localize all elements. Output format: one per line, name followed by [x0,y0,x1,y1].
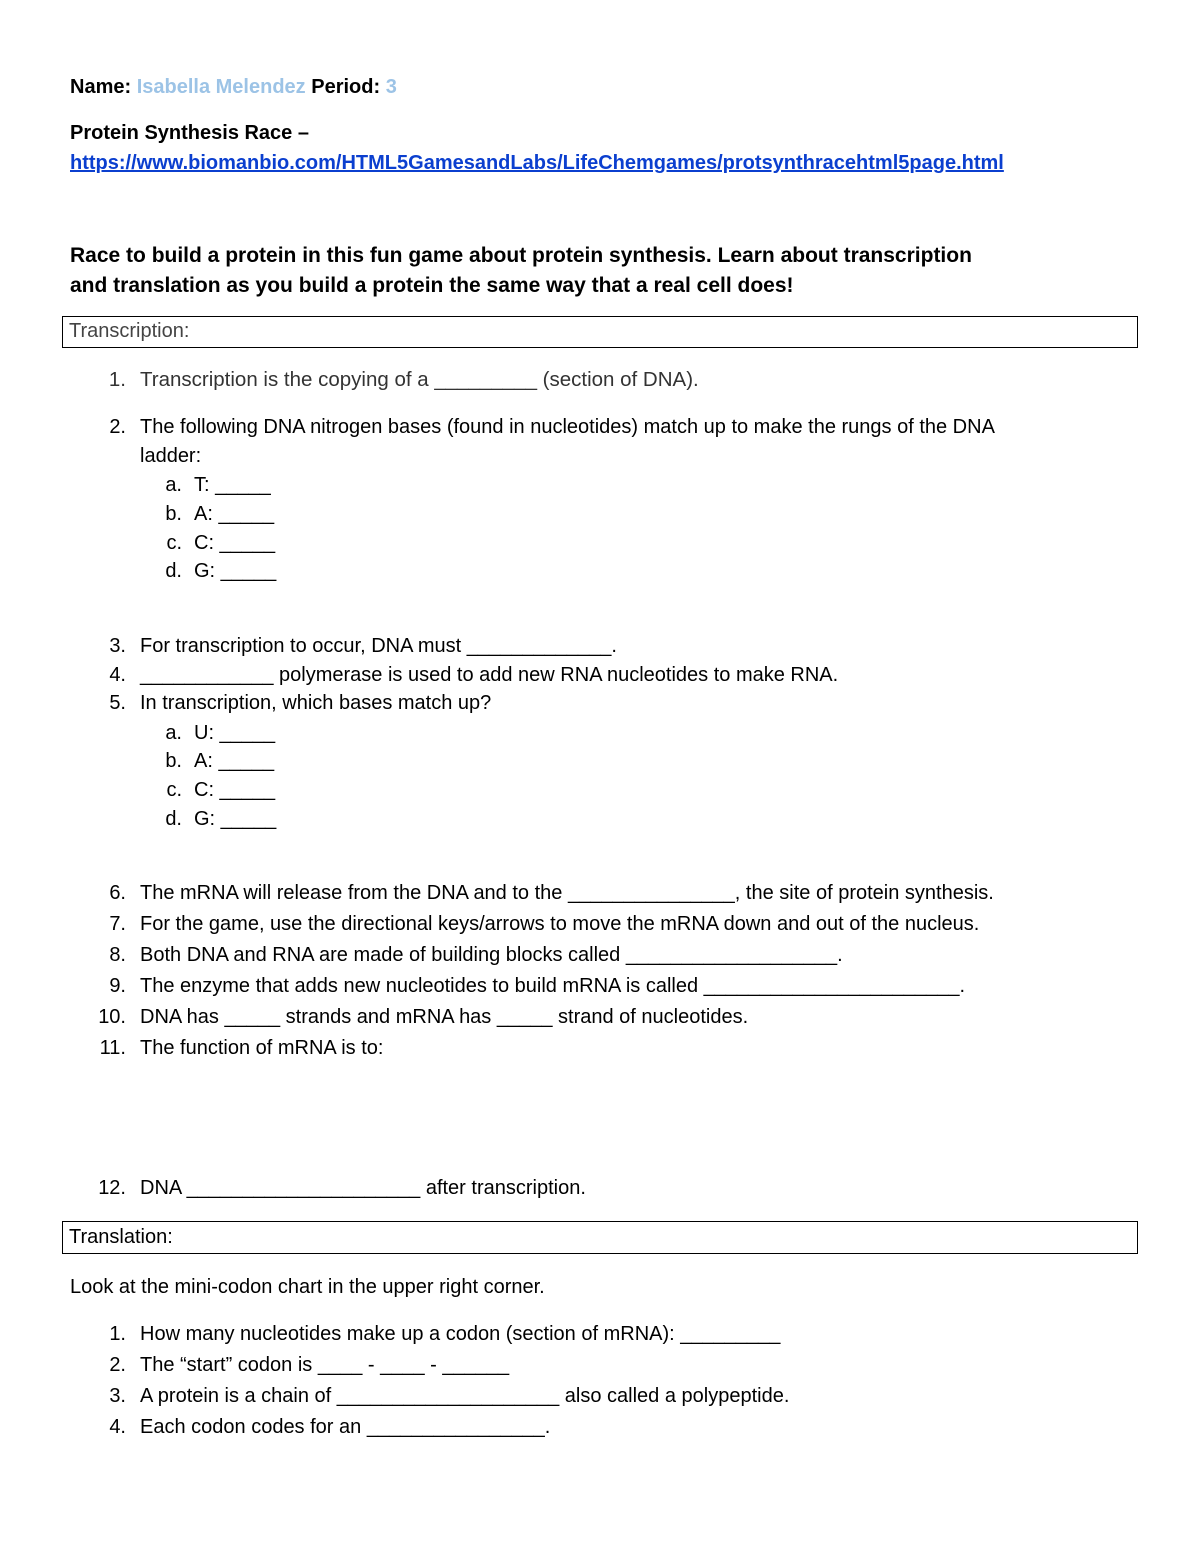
intro-line-1: Race to build a protein in this fun game about protein synthesis. Learn about transcription [70,244,972,267]
list-item: c. C: _____ [166,779,276,801]
worksheet-title: Protein Synthesis Race – [70,122,309,144]
transcription-q2-cont: ladder: [140,445,202,467]
translation-q1: 1. How many nucleotides make up a codon (section of mRNA): _________ [109,1323,781,1345]
transcription-q2: 2. The following DNA nitrogen bases (found in nucleotides) match up to make the rungs of the DNA [109,416,995,438]
list-item: c. C: _____ [166,532,276,554]
transcription-q3: 3. For transcription to occur, DNA must _____________. [109,635,617,657]
transcription-q6: 6. The mRNA will release from the DNA and to the _______________, the site of protein synthesis. [109,882,994,904]
transcription-q7: 7. For the game, use the directional keys/arrows to move the mRNA down and out of the nucleus. [109,913,980,935]
translation-heading: Translation: [69,1226,173,1248]
transcription-q5: 5. In transcription, which bases match up? [109,692,492,714]
translation-q3: 3. A protein is a chain of ____________________ also called a polypeptide. [109,1385,790,1407]
translation-q2: 2. The “start” codon is ____ - ____ - ______ [109,1354,510,1376]
list-item: a. T: _____ [165,474,271,496]
transcription-q4: 4. ____________ polymerase is used to add new RNA nucleotides to make RNA. [109,664,839,686]
transcription-q8: 8. Both DNA and RNA are made of building blocks called ___________________. [109,944,843,966]
transcription-q9: 9. The enzyme that adds new nucleotides to build mRNA is called _______________________. [109,975,966,997]
transcription-q12: 12. DNA _____________________ after transcription. [98,1177,586,1199]
game-link[interactable]: https://www.biomanbio.com/HTML5GamesandLabs/LifeChemgames/protsynthracehtml5page.html [70,152,1004,174]
translation-heading-box [62,1221,1138,1254]
name-period-line [70,76,397,99]
transcription-q10: 10. DNA has _____ strands and mRNA has _____ strand of nucleotides. [98,1006,749,1028]
transcription-heading-box [62,316,1138,348]
list-item: b. A: _____ [165,750,275,772]
translation-q4: 4. Each codon codes for an ________________. [109,1416,551,1438]
period-value: 3 [385,76,397,98]
intro-line-2: and translation as you build a protein the same way that a real cell does! [70,274,794,297]
list-item: d. G: _____ [165,560,277,582]
list-item: d. G: _____ [165,808,277,830]
transcription-q1: 1. Transcription is the copying of a _________ (section of DNA). [108,368,699,391]
list-item: b. A: _____ [165,503,275,525]
translation-intro: Look at the mini-codon chart in the upper right corner. [70,1276,545,1298]
name-value: Isabella Melendez [136,76,306,98]
list-item: a. U: _____ [165,722,276,744]
transcription-q11: 11. The function of mRNA is to: [99,1037,384,1059]
name-label: Name: [70,76,132,98]
period-label: Period: [311,76,381,98]
transcription-heading: Transcription: [69,320,190,342]
